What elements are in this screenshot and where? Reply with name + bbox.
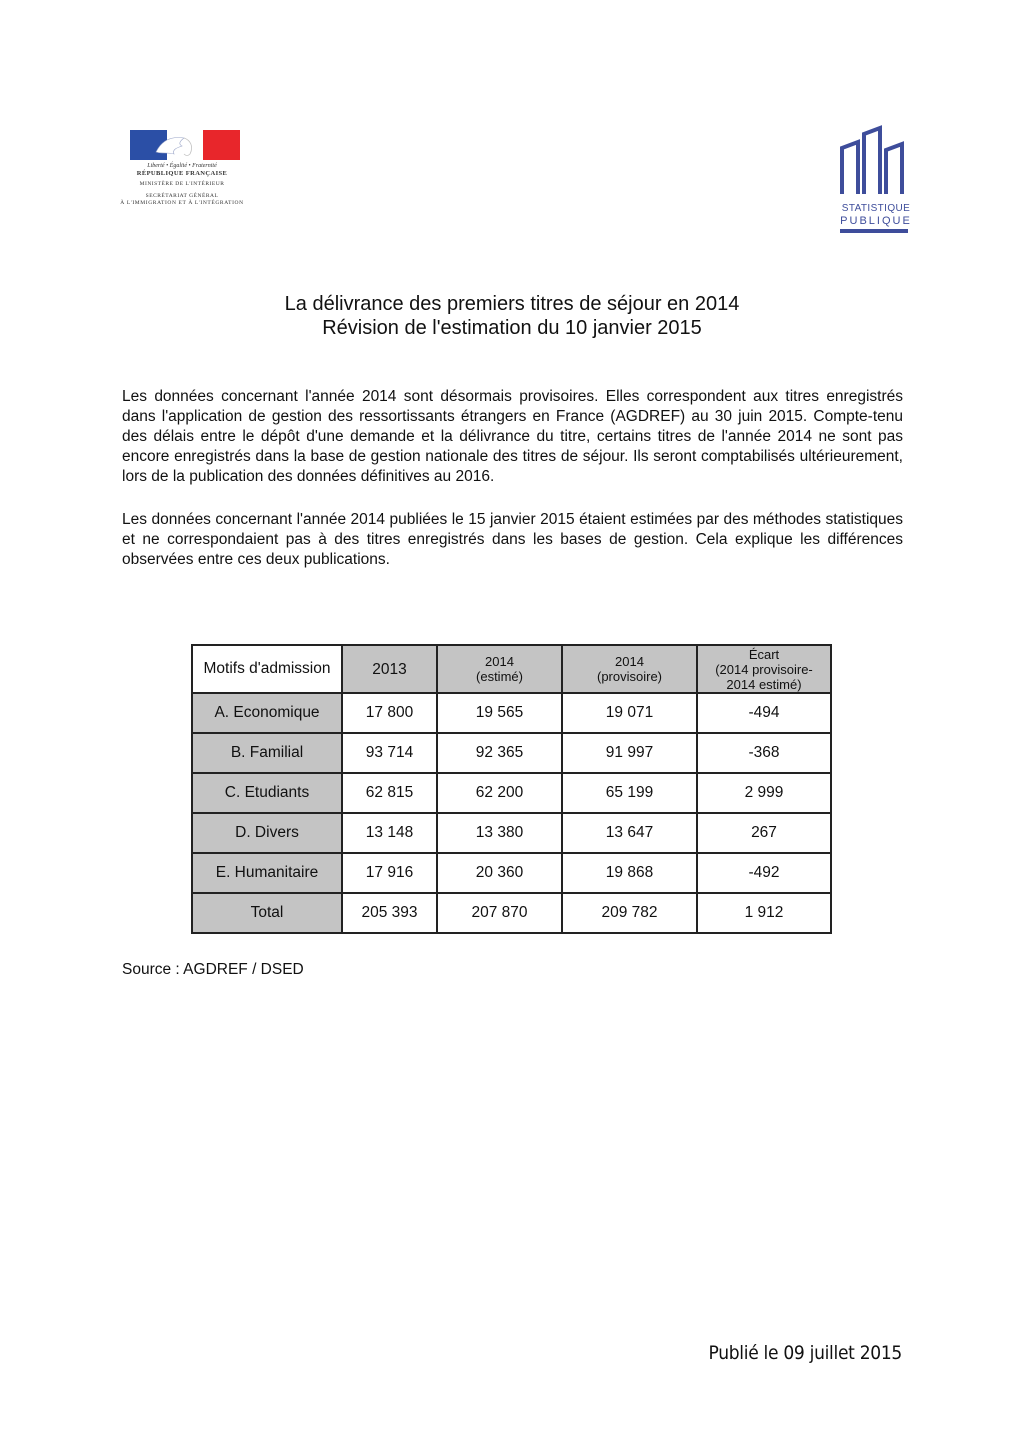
header-ecart-line2: (2014 provisoire- [715,661,813,677]
admissions-table [191,644,832,934]
header-2014-estime-note: (estimé) [476,669,523,684]
republic-motto: Liberté • Égalité • Fraternité [147,163,217,169]
cell-2014-estime: 62 200 [437,773,562,813]
table-row-total [192,893,831,933]
header-2014-estime-year: 2014 [485,654,514,669]
cell-ecart: 1 912 [697,893,831,933]
header-ecart [697,645,831,693]
row-label: Total [192,893,342,933]
publication-date: Publié le 09 juillet 2015 [708,1342,902,1364]
header-2014-estime [437,645,562,693]
cell-ecart: -492 [697,853,831,893]
cell-2013: 17 800 [342,693,437,733]
row-label: C. Etudiants [192,773,342,813]
table-row [192,773,831,813]
ministry-name: MINISTÈRE DE L'INTÉRIEUR [139,181,225,188]
row-label: A. Economique [192,693,342,733]
cell-2014-provisoire: 209 782 [562,893,697,933]
row-label: B. Familial [192,733,342,773]
cell-2014-estime: 20 360 [437,853,562,893]
header-2014-provisoire [562,645,697,693]
republic-name: RÉPUBLIQUE FRANÇAISE [136,170,228,178]
cell-2014-estime: 13 380 [437,813,562,853]
paragraph-provisional-data: Les données concernant l'année 2014 sont désormais provisoires. Elles correspondent aux titres enregistrés dans l'application de gestion des ressortissants étrangers en France (AGDREF) au 30 juin 2015. Compte-tenu des délais entre le dépôt d'une demande et la délivrance du titre, certains titres de l'année 2014 ne sont pas encore enregistrés dans la base de gestion nationale des titres de séjour. Ils seront comptabilisés ultérieurement, lors de la publication des données définitives au 2016. [122,388,903,485]
cell-2014-estime: 19 565 [437,693,562,733]
cell-2014-estime: 92 365 [437,733,562,773]
paragraph-estimation-note: Les données concernant l'année 2014 publiées le 15 janvier 2015 étaient estimées par des méthodes statistiques et ne correspondaient pas à des titres enregistrés dans les bases de gestion. Cela explique les différences observées entre ces deux publications. [122,511,903,568]
cell-ecart: -494 [697,693,831,733]
cell-2013: 205 393 [342,893,437,933]
stat-logo-line2: PUBLIQUE [840,214,912,227]
table-row [192,693,831,733]
row-label: E. Humanitaire [192,853,342,893]
cell-2013: 17 916 [342,853,437,893]
table-row [192,853,831,893]
header-2014-provisoire-year: 2014 [615,654,644,669]
header-ecart-line3: 2014 estimé) [726,676,802,692]
direction-name: À L'IMMIGRATION ET À L'INTÉGRATION [120,199,244,206]
table-header-row [192,645,831,693]
row-label: D. Divers [192,813,342,853]
cell-2014-provisoire: 19 071 [562,693,697,733]
stat-logo-underline [840,229,908,233]
title-line-2: Révision de l'estimation du 10 janvier 2015 [322,317,702,339]
cell-2014-provisoire: 65 199 [562,773,697,813]
header-2014-provisoire-note: (provisoire) [596,669,662,684]
cell-2013: 93 714 [342,733,437,773]
cell-2013: 62 815 [342,773,437,813]
cell-2013: 13 148 [342,813,437,853]
header-2013: 2013 [342,645,437,693]
cell-2014-estime: 207 870 [437,893,562,933]
secretariat-name: SECRÉTARIAT GÉNÉRAL [145,192,219,199]
cell-2014-provisoire: 19 868 [562,853,697,893]
cell-ecart: -368 [697,733,831,773]
republique-francaise-logo [104,130,260,206]
header-motifs: Motifs d'admission [192,645,342,693]
cell-2014-provisoire: 91 997 [562,733,697,773]
cell-ecart: 2 999 [697,773,831,813]
marianne-flag-icon [130,130,240,160]
cell-ecart: 267 [697,813,831,853]
cell-2014-provisoire: 13 647 [562,813,697,853]
table-row [192,733,831,773]
title-line-1: La délivrance des premiers titres de séjour en 2014 [284,293,740,315]
source-note: Source : AGDREF / DSED [122,961,304,978]
table-row [192,813,831,853]
stat-logo-line1: STATISTIQUE [841,203,911,214]
statistique-publique-logo [838,124,914,233]
header-ecart-line1: Écart [748,646,780,662]
buildings-icon [838,124,908,196]
document-title [0,292,1024,340]
